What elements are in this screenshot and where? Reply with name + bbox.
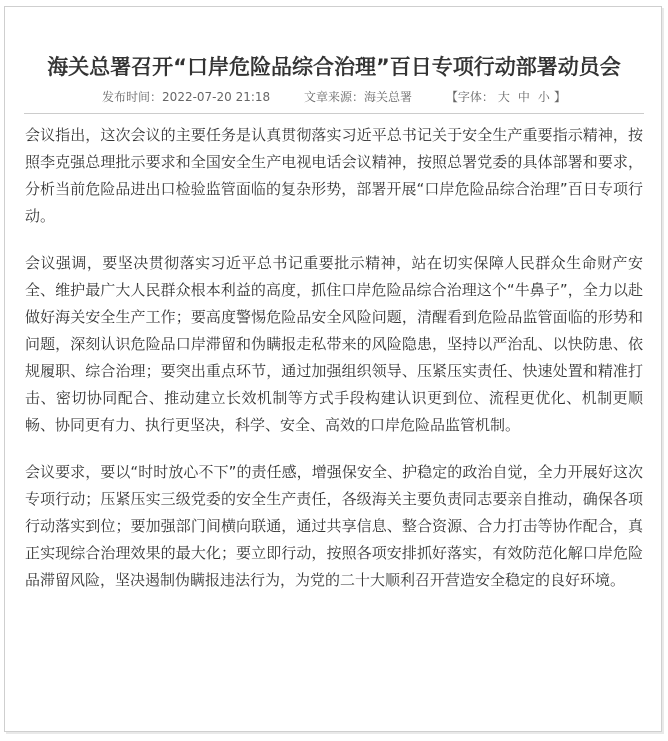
paragraph: 会议要求，要以“时时放心不下”的责任感，增强保安全、护稳定的政治自觉，全力开展好这次专项行动；压紧压实三级党委的安全生产责任，各级海关主要负责同志要亲自推动，确保各项行动落实到位；要加强部门间横向联通，通过共享信息、整合资源、合力打击等协作配合，真正实现综合治理效果的最大化；要立即行动，按照各项安排抓好落实，有效防范化解口岸危险品滞留风险，坚决遏制伪瞒报违法行为，为党的二十大顺利召开营造安全稳定的良好环境。 bbox=[25, 463, 643, 589]
font-size-medium-button[interactable]: 中 bbox=[517, 90, 530, 104]
font-size-large-button[interactable]: 大 bbox=[497, 90, 510, 104]
source: 海关总署 bbox=[364, 90, 413, 104]
font-size-label: 【字体： bbox=[445, 90, 494, 104]
article-meta bbox=[0, 88, 668, 106]
publish-time: 2022-07-20 21:18 bbox=[162, 90, 271, 104]
paragraph: 会议指出，这次会议的主要任务是认真贯彻落实习近平总书记关于安全生产重要指示精神，按照李克强总理批示要求和全国安全生产电视电话会议精神，按照总署党委的具体部署和要求，分析当前危险品进出口检验监管面临的复杂形势，部署开展“口岸危险品综合治理”百日专项行动。 bbox=[25, 126, 643, 225]
article-title: 海关总署召开“口岸危险品综合治理”百日专项行动部署动员会 bbox=[47, 55, 621, 80]
paragraph: 会议强调，要坚决贯彻落实习近平总书记重要批示精神，站在切实保障人民群众生命财产安全、维护最广大人民群众根本利益的高度，抓住口岸危险品综合治理这个“牛鼻子”，全力以赴做好海关安全生产工作；要高度警惕危险品安全风险问题，清醒看到危险品监管面临的形势和问题，深刻认识危险品口岸滞留和伪瞒报走私带来的风险隐患，坚持以严治乱、以快防患、依规履职、综合治理；要突出重点环节，通过加强组织领导、压紧压实责任、快速处置和精准打击、密切协同配合、推动建立长效机制等方式手段构建认识更到位、流程更优化、机制更顺畅、协同更有力、执行更坚决，科学、安全、高效的口岸危险品监管机制。 bbox=[25, 254, 643, 434]
article-body bbox=[25, 122, 643, 594]
publish-time-label: 发布时间： bbox=[102, 90, 163, 104]
font-size-small-button[interactable]: 小 bbox=[537, 90, 550, 104]
title-divider bbox=[24, 113, 644, 114]
source-label: 文章来源： bbox=[304, 90, 365, 104]
font-size-close: 】 bbox=[553, 90, 566, 104]
